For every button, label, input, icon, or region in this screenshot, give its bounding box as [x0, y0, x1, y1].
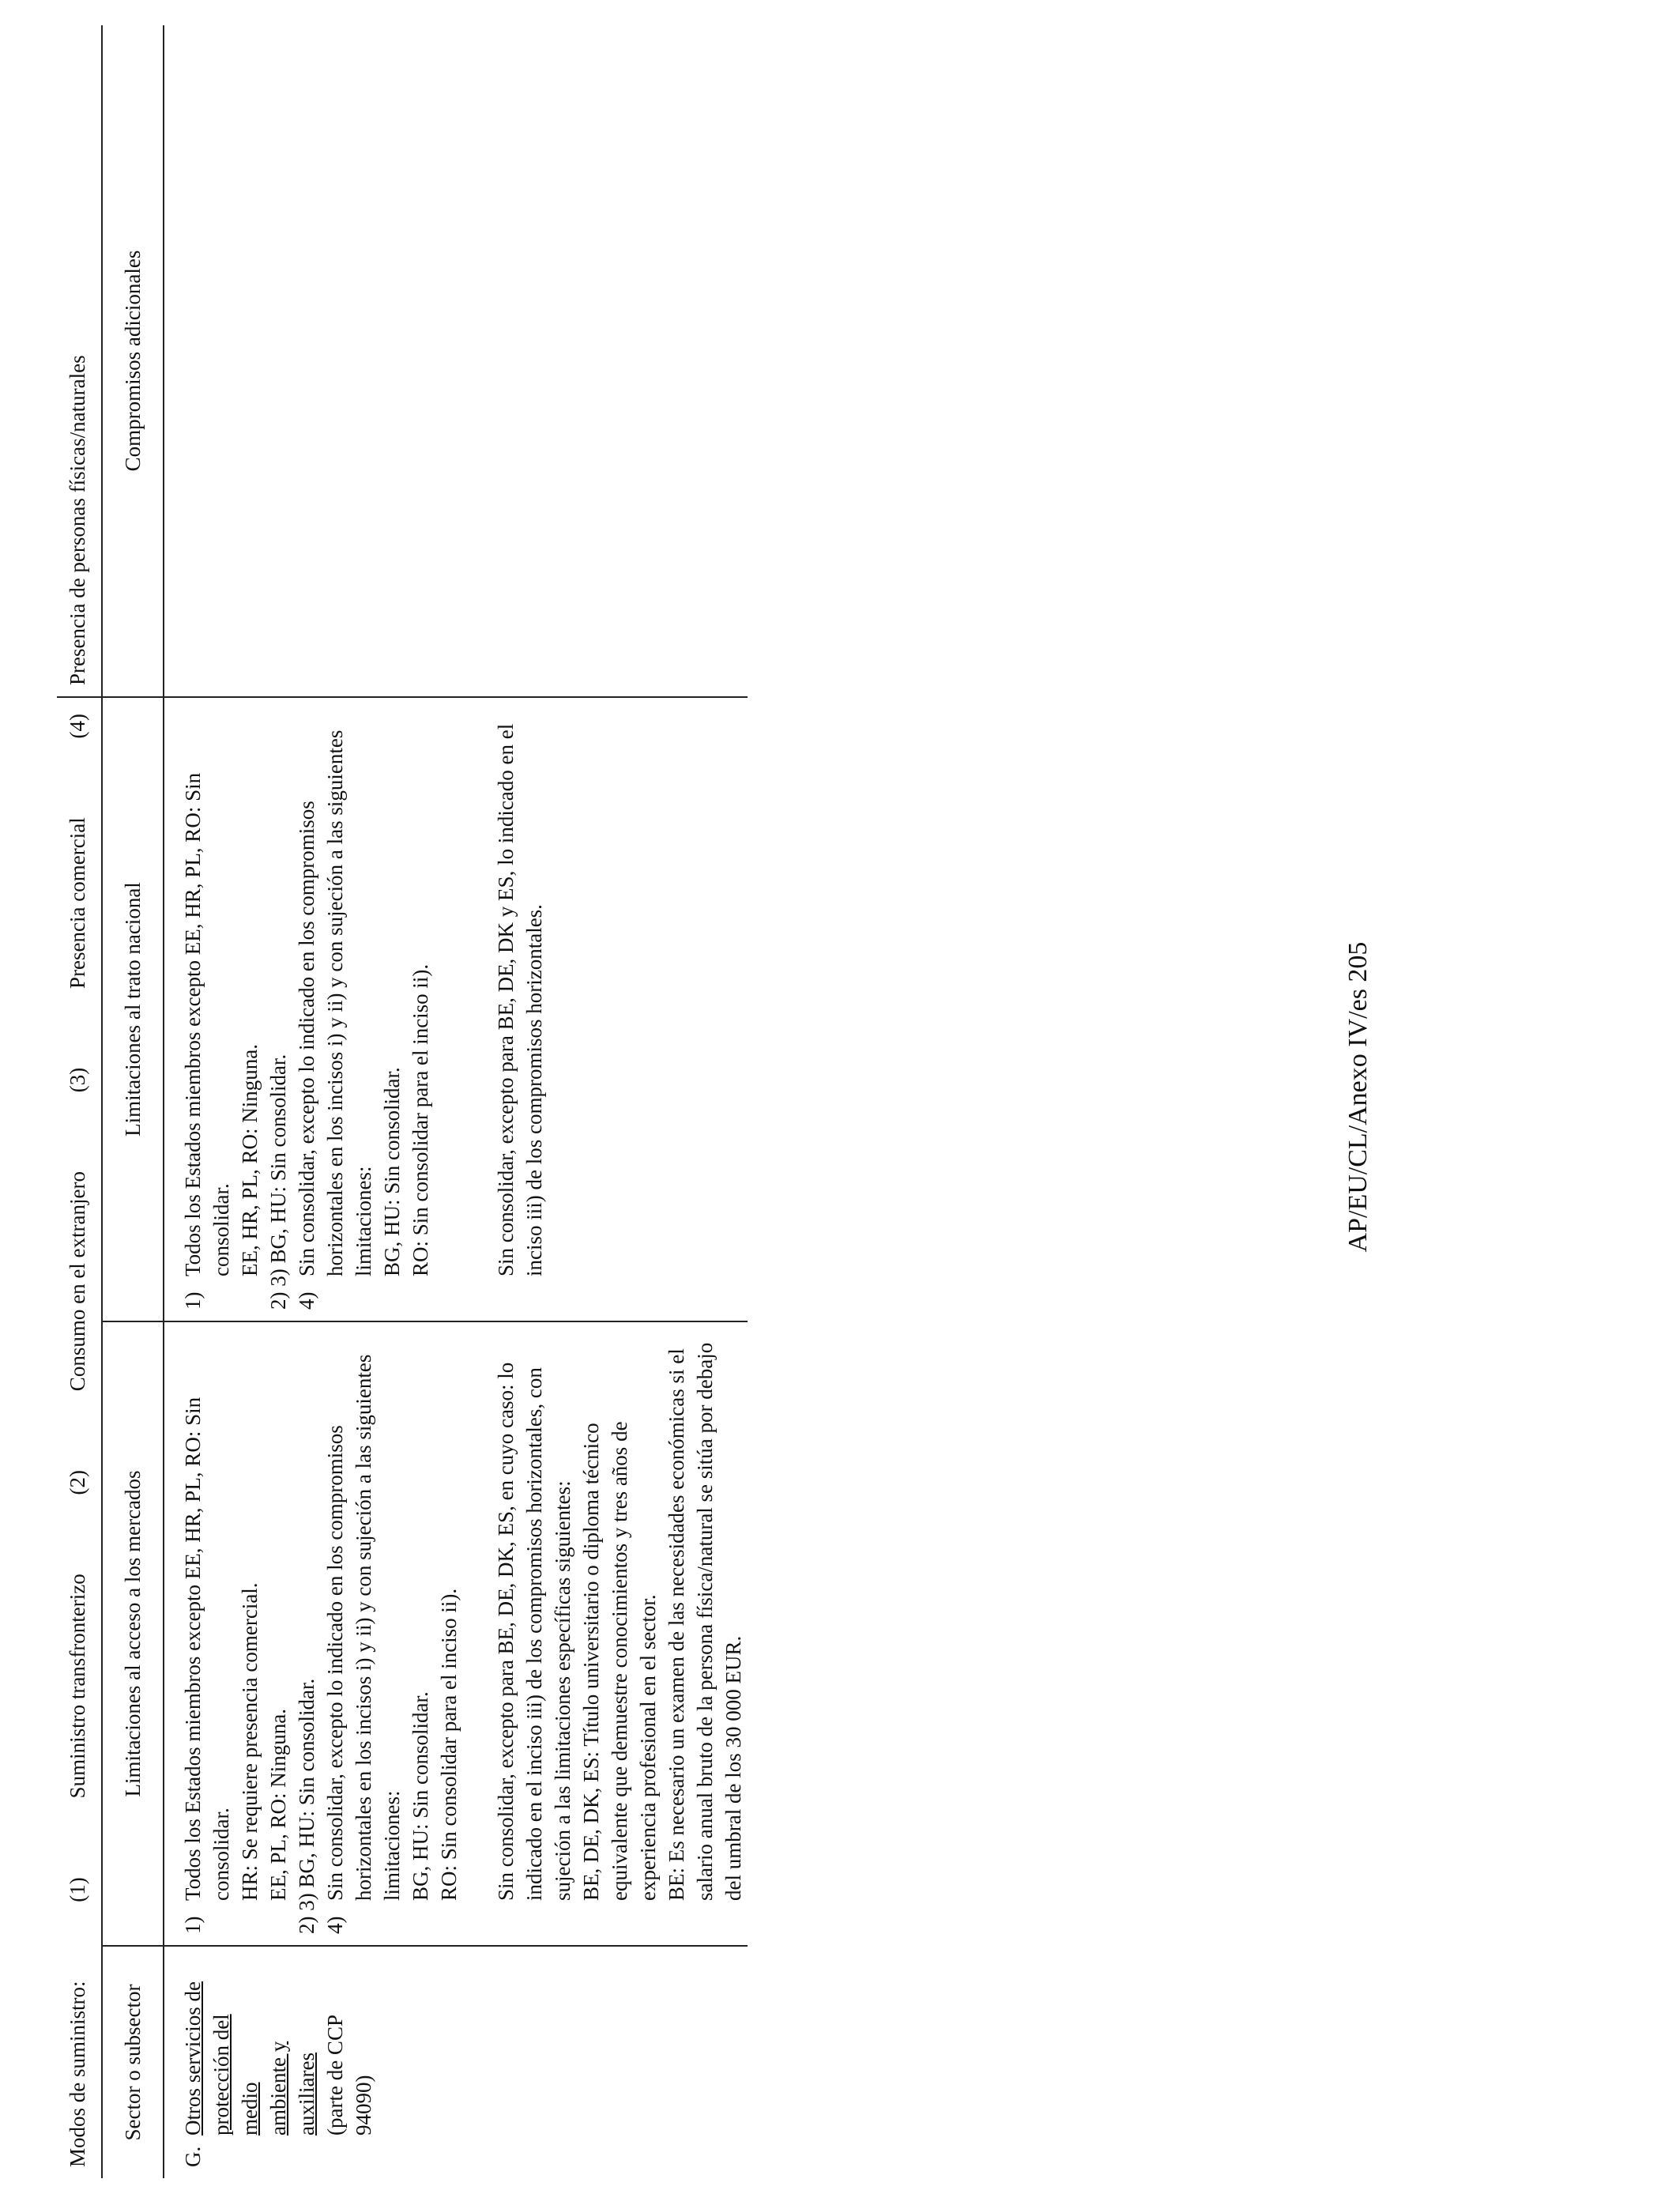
sector-name-line-2: protección del medio — [209, 2014, 262, 2136]
market-mode4-bg: BG, HU: Sin consolidar. — [409, 1691, 432, 1901]
national-mode1-ee: EE, HR, PL, RO: Ninguna. — [238, 1044, 262, 1276]
national-mode23: 2) 3) BG, HU: Sin consolidar. — [266, 1054, 290, 1310]
header-sector: Sector o subsector — [102, 1946, 164, 2178]
sector-name-line-3: ambiente y auxiliares — [266, 2041, 318, 2136]
mode-3-num: (3) — [66, 1067, 89, 1093]
national-treatment-cell — [164, 697, 748, 1321]
mode-4-num: (4) — [66, 714, 89, 739]
modes-row — [57, 25, 102, 2178]
modes-line — [63, 709, 92, 2167]
market-mode1-num: 1) — [181, 1916, 205, 1934]
header-market-access: Limitaciones al acceso a los mercados — [102, 1321, 164, 1946]
market-mode1-ee: EE, PL, RO: Ninguna. — [266, 1709, 290, 1901]
national-mode4-num: 4) — [295, 1291, 318, 1310]
header-additional: Compromisos adicionales — [102, 25, 164, 697]
mode-3-label: Presencia comercial — [66, 817, 89, 989]
modes-label: Modos de suministro: — [66, 1981, 89, 2167]
sector-letter: G. — [181, 2146, 205, 2167]
market-mode4-iii: Sin consolidar, excepto para BE, DE, DK, ES, en cuyo caso: lo indicado en el inciso iii) de los compromisos horizontales, con sujeción a las limitaciones específicas siguientes: — [494, 1362, 574, 1901]
market-mode4-be-ent: BE: Es necesario un examen de las necesidades económicas si el salario anual bruto de la persona física/natural se sitúa por debajo del umbral de los 30 000 EUR. — [665, 1342, 745, 1901]
commitments-table — [57, 25, 748, 2178]
market-mode4-ro: RO: Sin consolidar para el inciso ii). — [437, 1588, 461, 1901]
market-mode1-hr: HR: Se requiere presencia comercial. — [238, 1582, 262, 1901]
national-mode4-iii: Sin consolidar, excepto para BE, DE, DK y ES, lo indicado en el inciso iii) de los compromisos horizontales. — [494, 723, 546, 1276]
market-mode23: 2) 3) BG, HU: Sin consolidar. — [295, 1678, 318, 1934]
sector-code: (parte de CCP 94090) — [323, 2015, 375, 2136]
sector-name-line-1: Otros servicios de — [181, 1981, 205, 2136]
market-mode4-be-de: BE, DE, DK, ES: Título universitario o diploma técnico equivalente que demuestre conocimientos y tres años de experiencia profesional en el sector. — [579, 1421, 660, 1901]
national-mode4-ro: RO: Sin consolidar para el inciso ii). — [409, 963, 432, 1276]
header-row — [102, 25, 164, 2178]
header-national-treatment: Limitaciones al trato nacional — [102, 697, 164, 1321]
mode-2-num: (2) — [66, 1469, 89, 1495]
mode-1-num: (1) — [66, 1877, 89, 1902]
national-mode1-text: Todos los Estados miembros excepto EE, HR, PL, RO: Sin consolidar. — [181, 772, 233, 1276]
additional-commitments-cell — [164, 25, 748, 697]
market-mode4-text: Sin consolidar, excepto lo indicado en los compromisos horizontales en los incisos i) y ii) y con sujeción a las siguientes limitaciones: — [323, 1354, 404, 1901]
market-mode1-text: Todos los Estados miembros excepto EE, HR, PL, RO: Sin consolidar. — [181, 1397, 233, 1901]
market-mode4-num: 4) — [323, 1916, 347, 1934]
mode-4-label: Presencia de personas físicas/naturales — [66, 355, 89, 685]
market-access-cell — [164, 1321, 748, 1946]
national-mode4-text: Sin consolidar, excepto lo indicado en los compromisos horizontales en los incisos i) y ii) y con sujeción a las siguientes limitaciones: — [295, 729, 375, 1276]
page-footer: AP/EU/CL/Anexo IV/es 205 — [1343, 941, 1373, 1253]
mode-2-label: Consumo en el extranjero — [66, 1171, 89, 1392]
sector-row — [164, 25, 748, 2178]
national-mode4-bg: BG, HU: Sin consolidar. — [380, 1067, 404, 1276]
national-mode1-num: 1) — [181, 1291, 205, 1310]
sector-cell — [164, 1946, 748, 2178]
mode-1-label: Suministro transfronterizo — [66, 1574, 89, 1799]
